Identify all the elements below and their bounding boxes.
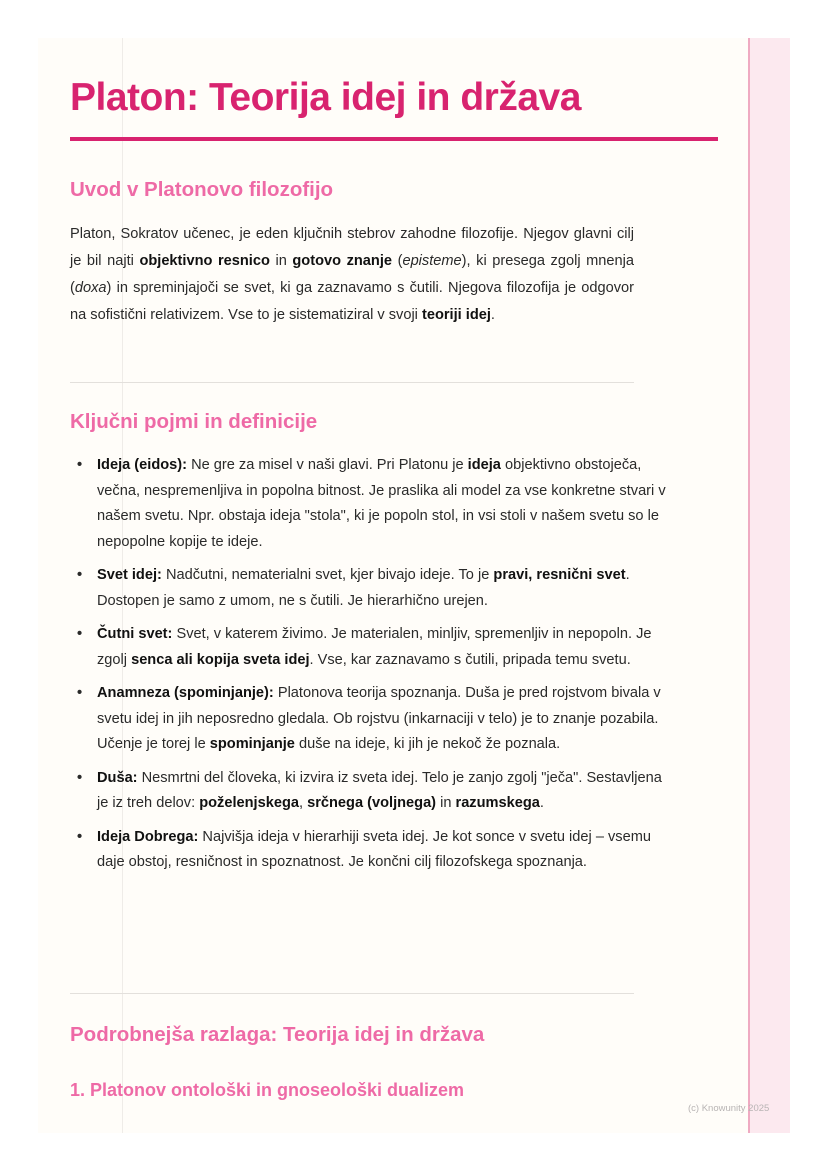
right-margin-strip: [748, 38, 790, 1133]
text-run: Ne gre za misel v naši glavi. Pri Platonu je: [187, 457, 468, 473]
text-run: Nesmrtni del človeka, ki izvira iz sveta idej. Telo je zanjo zgolj "ječa". Sestavljena je iz treh delov:: [97, 769, 662, 811]
text-run: Platonova teorija spoznanja. Duša je pred rojstvom bivala v svetu idej in jih neposredno gledala. Ob rojstvu (inkarnaciji v telo) je to znanje pozabila. Učenje je torej le: [97, 685, 661, 752]
section-heading-details: Podrobnejša razlaga: Teorija idej in država: [70, 1023, 485, 1046]
list-item: [97, 453, 667, 555]
text-run: objektivno obstoječa, večna, nespremenljiva in popolna bitnost. Je praslika ali model za vse konkretne stvari v našem svetu. Npr. obstaja ideja "stola", ki je popoln stol, in vsi stoli v našem svetu so le nepopolne kopije te ideje.: [97, 457, 666, 550]
copyright-footer: (c) Knowunity 2025: [688, 1103, 770, 1114]
title-underline: [70, 137, 718, 141]
concepts-list: [70, 453, 667, 884]
text-run: . Dostopen je samo z umom, ne s čutili. Je hierarhično urejen.: [97, 567, 630, 609]
list-item: [97, 563, 667, 614]
bold-text: poželenjskega: [199, 795, 299, 811]
text-run: (: [392, 253, 403, 269]
list-item: [97, 622, 667, 673]
bold-text: razumskega: [455, 795, 540, 811]
text-run: . Vse, kar zaznavamo s čutili, pripada temu svetu.: [309, 651, 631, 668]
list-item: [97, 825, 667, 876]
italic-text: doxa: [74, 280, 107, 296]
bold-text: teoriji idej: [421, 307, 491, 323]
bold-text: Ideja (eidos):: [97, 457, 188, 473]
bold-text: Svet idej:: [97, 567, 162, 583]
bold-text: Čutni svet:: [97, 626, 173, 642]
list-item: [97, 766, 667, 817]
text-run: Nadčutni, nematerialni svet, kjer bivajo ideje. To je: [161, 567, 494, 583]
text-run: ), ki presega zgolj mnenja (: [70, 253, 635, 296]
text-run: duše na ideje, ki jih je nekoč že poznala.: [294, 736, 561, 752]
text-run: in: [269, 253, 293, 269]
text-run: Platon, Sokratov učenec, je eden ključnih stebrov zahodne filozofije. Njegov glavni cilj je bil najti: [70, 226, 634, 269]
bold-text: Duša:: [97, 769, 138, 786]
bold-text: ideja: [467, 457, 501, 473]
text-run: Najvišja ideja v hierarhiji sveta idej. Je kot sonce v svetu idej – vsemu daje obstoj, resničnost in spoznatnost. Je končni cilj filozofskega spoznanja.: [97, 828, 651, 870]
bold-text: gotovo znanje: [292, 253, 393, 269]
list-item: [97, 681, 667, 758]
bold-text: srčnega (voljnega): [307, 795, 437, 811]
bold-text: objektivno resnico: [139, 253, 270, 269]
text-run: .: [539, 795, 544, 811]
bold-text: Ideja Dobrega:: [97, 828, 199, 845]
text-run: ,: [298, 795, 308, 811]
text-run: ) in spreminjajoči se svet, ki ga zaznavamo s čutili. Njegova filozofija je odgovor na sofistični relativizem. Vse to je sistematiziral v svoji: [70, 280, 634, 323]
intro-paragraph: [70, 221, 634, 329]
text-run: in: [436, 795, 456, 811]
subsection-heading: 1. Platonov ontološki in gnoseološki dualizem: [70, 1080, 465, 1100]
italic-text: episteme: [402, 253, 462, 269]
page-title: Platon: Teorija idej in država: [70, 76, 581, 119]
divider: [70, 382, 634, 383]
bold-text: spominjanje: [209, 736, 295, 752]
divider: [70, 993, 634, 994]
document-page: [38, 38, 790, 1133]
text-run: .: [490, 307, 495, 323]
section-heading-intro: Uvod v Platonovo filozofijo: [70, 178, 334, 201]
bold-text: Anamneza (spominjanje):: [97, 685, 274, 701]
bold-text: pravi, resnični svet: [493, 567, 626, 583]
bold-text: senca ali kopija sveta idej: [131, 651, 310, 668]
section-heading-concepts: Ključni pojmi in definicije: [70, 410, 318, 433]
text-run: Svet, v katerem živimo. Je materialen, minljiv, spremenljiv in nepopoln. Je zgolj: [97, 626, 652, 668]
